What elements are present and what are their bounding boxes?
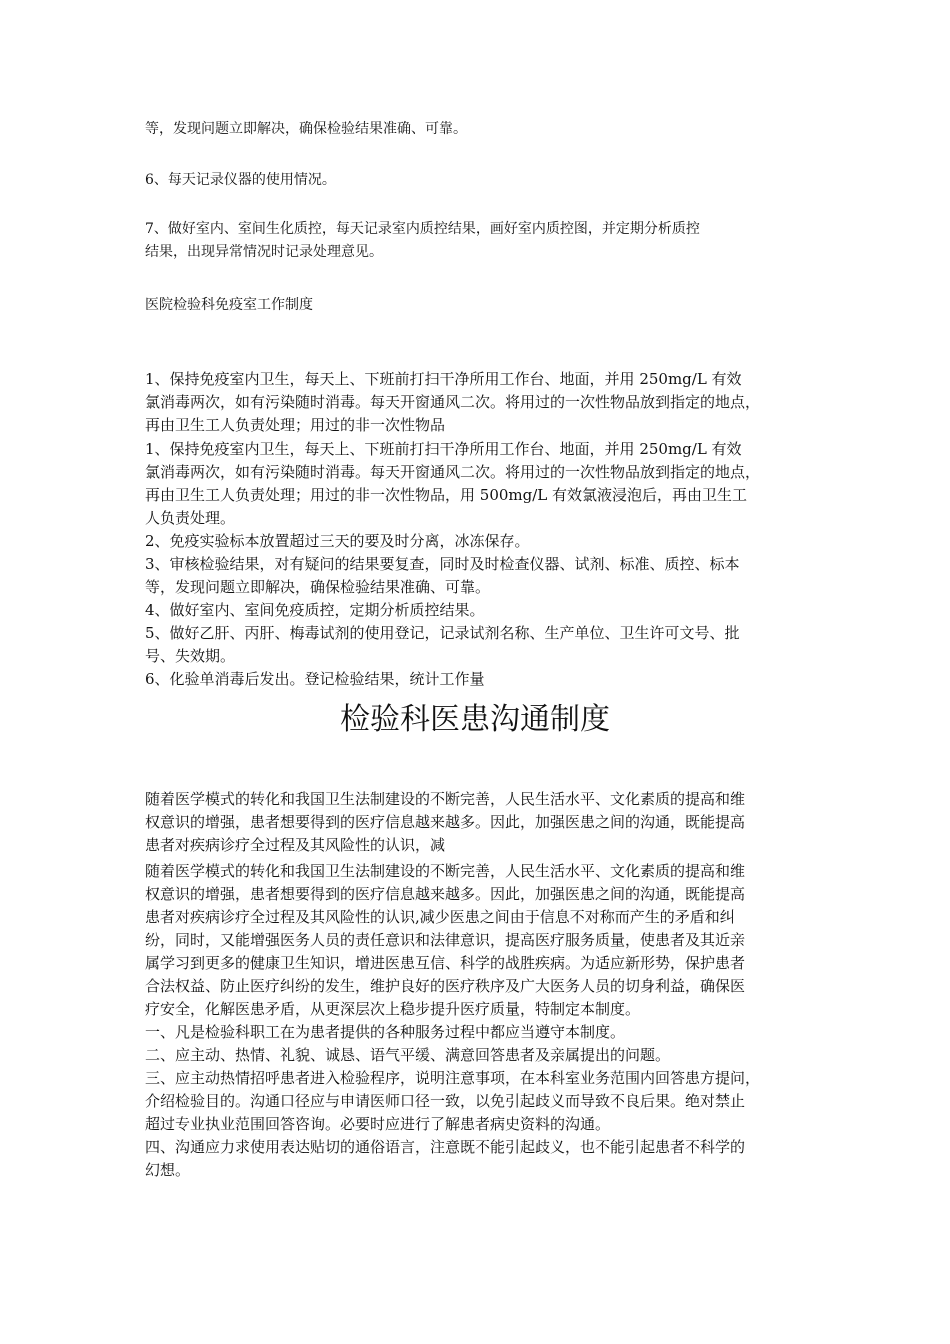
text-line: 等，发现问题立即解决，确保检验结果准确、可靠。 bbox=[145, 121, 467, 137]
text-line: 再由卫生工人负责处理；用过的非一次性物品 bbox=[145, 416, 446, 434]
text-line: 等，发现问题立即解决，确保检验结果准确、可靠。 bbox=[145, 578, 491, 596]
text-line: 疗安全，化解医患矛盾，从更深层次上稳步提升医疗质量，特制定本制度。 bbox=[145, 1000, 641, 1018]
text-line: 患者对疾病诊疗全过程及其风险性的认识,减少医患之间由于信息不对称而产生的矛盾和纠 bbox=[145, 908, 735, 926]
text-line: 7、做好室内、室间生化质控，每天记录室内质控结果，画好室内质控图，并定期分析质控 bbox=[145, 221, 700, 237]
text-line: 再由卫生工人负责处理；用过的非一次性物品，用 500mg/L 有效氯液浸泡后，再由卫生工 bbox=[145, 486, 748, 504]
text-line: 氯消毒两次，如有污染随时消毒。每天开窗通风二次。将用过的一次性物品放到指定的地点， bbox=[145, 393, 761, 411]
text-line: 5、做好乙肝、丙肝、梅毒试剂的使用登记，记录试剂名称、生产单位、卫生许可文号、批 bbox=[145, 624, 740, 642]
text-line: 6、化验单消毒后发出。登记检验结果，统计工作量 bbox=[145, 670, 485, 688]
text-line: 人负责处理。 bbox=[145, 509, 236, 527]
paragraph-continuation bbox=[145, 118, 810, 141]
text-line: 合法权益、防止医疗纠纷的发生，维护良好的医疗秩序及广大医务人员的切身利益，确保医 bbox=[145, 977, 746, 995]
text-line: 三、应主动热情招呼患者进入检验程序，说明注意事项，在本科室业务范围内回答患方提问， bbox=[145, 1069, 761, 1087]
paragraph-item-7 bbox=[145, 218, 810, 264]
text-line: 1、保持免疫室内卫生，每天上、下班前打扫干净所用工作台、地面，并用 250mg/L 有效 bbox=[145, 370, 742, 388]
text-line: 号、失效期。 bbox=[145, 647, 236, 665]
text-line: 二、应主动、热情、礼貌、诚恳、语气平缓、满意回答患者及亲属提出的问题。 bbox=[145, 1046, 671, 1064]
text-line: 幻想。 bbox=[145, 1161, 191, 1179]
text-line: 患者对疾病诊疗全过程及其风险性的认识，减 bbox=[145, 836, 446, 854]
text-line: 2、免疫实验标本放置超过三天的要及时分离，冰冻保存。 bbox=[145, 532, 530, 550]
section-heading-immune bbox=[145, 294, 810, 317]
text-line: 随着医学模式的转化和我国卫生法制建设的不断完善，人民生活水平、文化素质的提高和维 bbox=[145, 862, 746, 880]
immune-paragraph-b bbox=[145, 438, 810, 691]
text-line: 6、每天记录仪器的使用情况。 bbox=[145, 172, 336, 188]
text-line: 4、做好室内、室间免疫质控，定期分析质控结果。 bbox=[145, 601, 485, 619]
page-title: 检验科医患沟通制度 bbox=[340, 702, 610, 737]
text-line: 纷，同时，又能增强医务人员的责任意识和法律意识，提高医疗服务质量，使患者及其近亲 bbox=[145, 931, 746, 949]
text-line: 属学习到更多的健康卫生知识，增进医患互信、科学的战胜疾病。为适应新形势，保护患者 bbox=[145, 954, 746, 972]
text-line: 氯消毒两次，如有污染随时消毒。每天开窗通风二次。将用过的一次性物品放到指定的地点， bbox=[145, 463, 761, 481]
communication-paragraph-a bbox=[145, 788, 810, 857]
text-line: 随着医学模式的转化和我国卫生法制建设的不断完善，人民生活水平、文化素质的提高和维 bbox=[145, 790, 746, 808]
immune-paragraph-a bbox=[145, 368, 810, 437]
paragraph-item-6 bbox=[145, 169, 810, 192]
text-line: 3、审核检验结果，对有疑问的结果要复查，同时及时检查仪器、试剂、标准、质控、标本 bbox=[145, 555, 740, 573]
text-line: 介绍检验目的。沟通口径应与申请医师口径一致，以免引起歧义而导致不良后果。绝对禁止 bbox=[145, 1092, 746, 1110]
text-line: 权意识的增强，患者想要得到的医疗信息越来越多。因此，加强医患之间的沟通，既能提高 bbox=[145, 813, 746, 831]
text-line: 超过专业执业范围回答咨询。必要时应进行了解患者病史资料的沟通。 bbox=[145, 1115, 611, 1133]
text-line: 一、凡是检验科职工在为患者提供的各种服务过程中都应当遵守本制度。 bbox=[145, 1023, 626, 1041]
text-line: 结果，出现异常情况时记录处理意见。 bbox=[145, 244, 383, 260]
text-line: 1、保持免疫室内卫生，每天上、下班前打扫干净所用工作台、地面，并用 250mg/L 有效 bbox=[145, 440, 742, 458]
text-line: 医院检验科免疫室工作制度 bbox=[145, 297, 313, 313]
communication-paragraph-b bbox=[145, 860, 810, 1182]
text-line: 四、沟通应力求使用表达贴切的通俗语言，注意既不能引起歧义，也不能引起患者不科学的 bbox=[145, 1138, 746, 1156]
text-line: 权意识的增强，患者想要得到的医疗信息越来越多。因此，加强医患之间的沟通，既能提高 bbox=[145, 885, 746, 903]
